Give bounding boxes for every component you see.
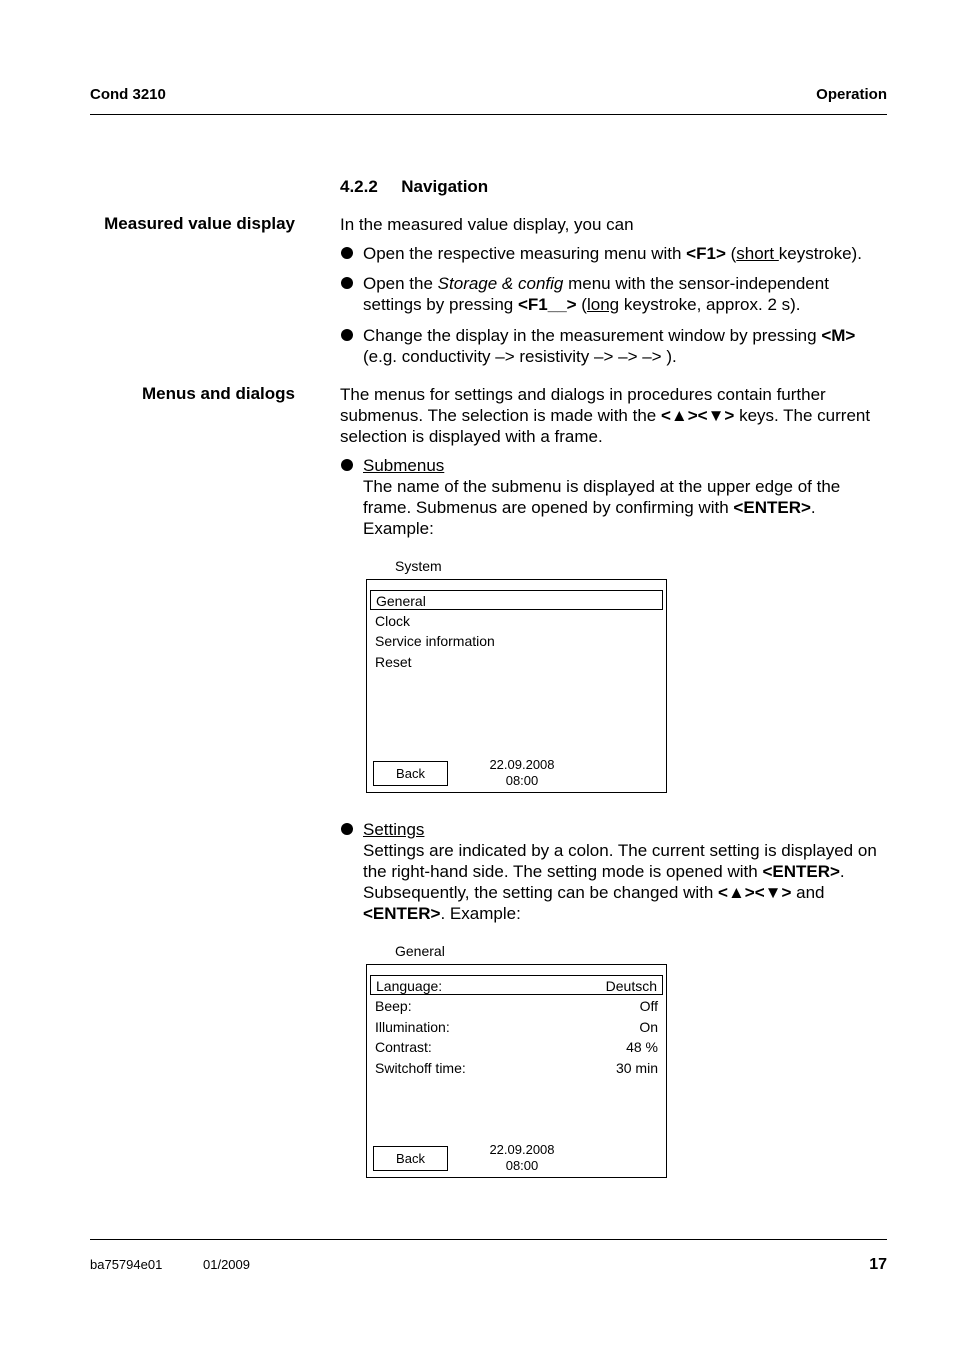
menu-name: Storage & config	[437, 274, 564, 293]
text: (e.g. conductivity –> resistivity –> –> –> ).	[363, 347, 677, 366]
setting-illumination[interactable]	[370, 1017, 663, 1037]
text: The name of the submenu is displayed at the upper edge of the	[363, 477, 841, 496]
section-title: Navigation	[401, 177, 489, 196]
measured-bullet-2	[363, 273, 888, 315]
section-heading	[340, 177, 488, 197]
footer-rule	[90, 1239, 887, 1240]
header-product: Cond 3210	[90, 86, 166, 103]
menus-intro	[340, 384, 890, 447]
footer-date: 01/2009	[203, 1257, 250, 1272]
general-settings-screen	[366, 943, 667, 1178]
measured-bullet-3	[363, 325, 888, 367]
key-label: <▲><▼>	[718, 883, 792, 902]
system-menu-screen	[366, 558, 667, 793]
header-rule	[90, 114, 887, 115]
setting-label: Beep:	[375, 998, 412, 1014]
side-label-menus: Menus and dialogs	[141, 384, 295, 403]
setting-language[interactable]	[370, 975, 663, 995]
footer-doc-number: ba75794e01	[90, 1257, 163, 1272]
text: Open the respective measuring menu with	[363, 244, 687, 263]
text: frame. Submenus are opened by confirming with	[363, 498, 734, 517]
text: short	[736, 244, 779, 263]
text: Settings are indicated by a colon. The current setting is displayed on	[363, 841, 877, 860]
text: submenus. The selection is made with the	[340, 406, 661, 425]
text: keystroke, approx. 2 s).	[619, 295, 801, 314]
date: 22.09.2008	[489, 1142, 555, 1157]
key-label: <M>	[821, 326, 856, 345]
submenus-bullet	[363, 455, 888, 539]
settings-bullet	[363, 819, 888, 924]
text: and	[791, 883, 825, 902]
setting-contrast[interactable]	[370, 1037, 663, 1057]
text: selection is displayed with a frame.	[340, 427, 603, 446]
menu-item-clock[interactable]: Clock	[375, 613, 411, 629]
text: Open the	[363, 274, 438, 293]
bullet	[341, 277, 353, 289]
key-label: <▲><▼>	[660, 406, 735, 425]
text: Subsequently, the setting can be changed with	[363, 883, 719, 902]
bullet	[341, 823, 353, 835]
page-number: 17	[869, 1256, 887, 1273]
text: Example:	[363, 519, 434, 538]
key-label: <ENTER>	[762, 862, 840, 881]
bullet	[341, 459, 353, 471]
text: (	[576, 295, 587, 314]
screen-title: General	[389, 943, 451, 959]
setting-label: Contrast:	[375, 1039, 432, 1055]
setting-value: Deutsch	[605, 978, 657, 994]
date: 22.09.2008	[489, 757, 555, 772]
menu-item-reset[interactable]: Reset	[375, 654, 412, 670]
setting-value: On	[639, 1019, 658, 1035]
setting-value: Off	[639, 998, 658, 1014]
setting-label: Switchoff time:	[375, 1060, 466, 1076]
measured-bullet-1	[363, 243, 888, 264]
screen-title: System	[389, 558, 448, 574]
setting-beep[interactable]	[370, 996, 663, 1016]
header-chapter: Operation	[816, 86, 887, 103]
text: The menus for settings and dialogs in procedures contain further	[340, 385, 826, 404]
text: .	[839, 862, 845, 881]
settings-heading: Settings	[363, 820, 425, 839]
text: keystroke).	[778, 244, 862, 263]
text: Change the display in the measurement window by pressing	[363, 326, 822, 345]
setting-label: Illumination:	[375, 1019, 450, 1035]
menu-item-general[interactable]: General	[370, 590, 663, 610]
back-button[interactable]: Back	[373, 1146, 448, 1171]
key-label: <ENTER>	[733, 498, 811, 517]
text: keys. The current	[734, 406, 871, 425]
key-label: <ENTER>	[363, 904, 441, 923]
section-number: 4.2.2	[340, 177, 378, 196]
key-label: <F1>	[686, 244, 726, 263]
key-label: <F1__>	[517, 295, 577, 314]
date-time	[477, 1142, 567, 1174]
setting-label: Language:	[376, 978, 443, 994]
text: settings by pressing	[363, 295, 518, 314]
date-time	[477, 757, 567, 789]
text: menu with the sensor-independent	[563, 274, 829, 293]
text: the right-hand side. The setting mode is opened with	[363, 862, 763, 881]
back-button[interactable]: Back	[373, 761, 448, 786]
text: . Example:	[440, 904, 521, 923]
text: (	[725, 244, 737, 263]
setting-value: 30 min	[615, 1060, 658, 1076]
setting-value: 48 %	[626, 1039, 658, 1055]
time: 08:00	[505, 773, 539, 788]
side-label-measured: Measured value display	[104, 214, 295, 233]
text: .	[810, 498, 816, 517]
text: long	[586, 295, 620, 314]
menu-item-service-information[interactable]: Service information	[375, 633, 495, 649]
bullet	[341, 247, 353, 259]
bullet	[341, 329, 353, 341]
measured-intro: In the measured value display, you can	[340, 215, 634, 234]
submenus-heading: Submenus	[363, 456, 445, 475]
time: 08:00	[505, 1158, 539, 1173]
setting-switchoff-time[interactable]	[370, 1058, 663, 1078]
